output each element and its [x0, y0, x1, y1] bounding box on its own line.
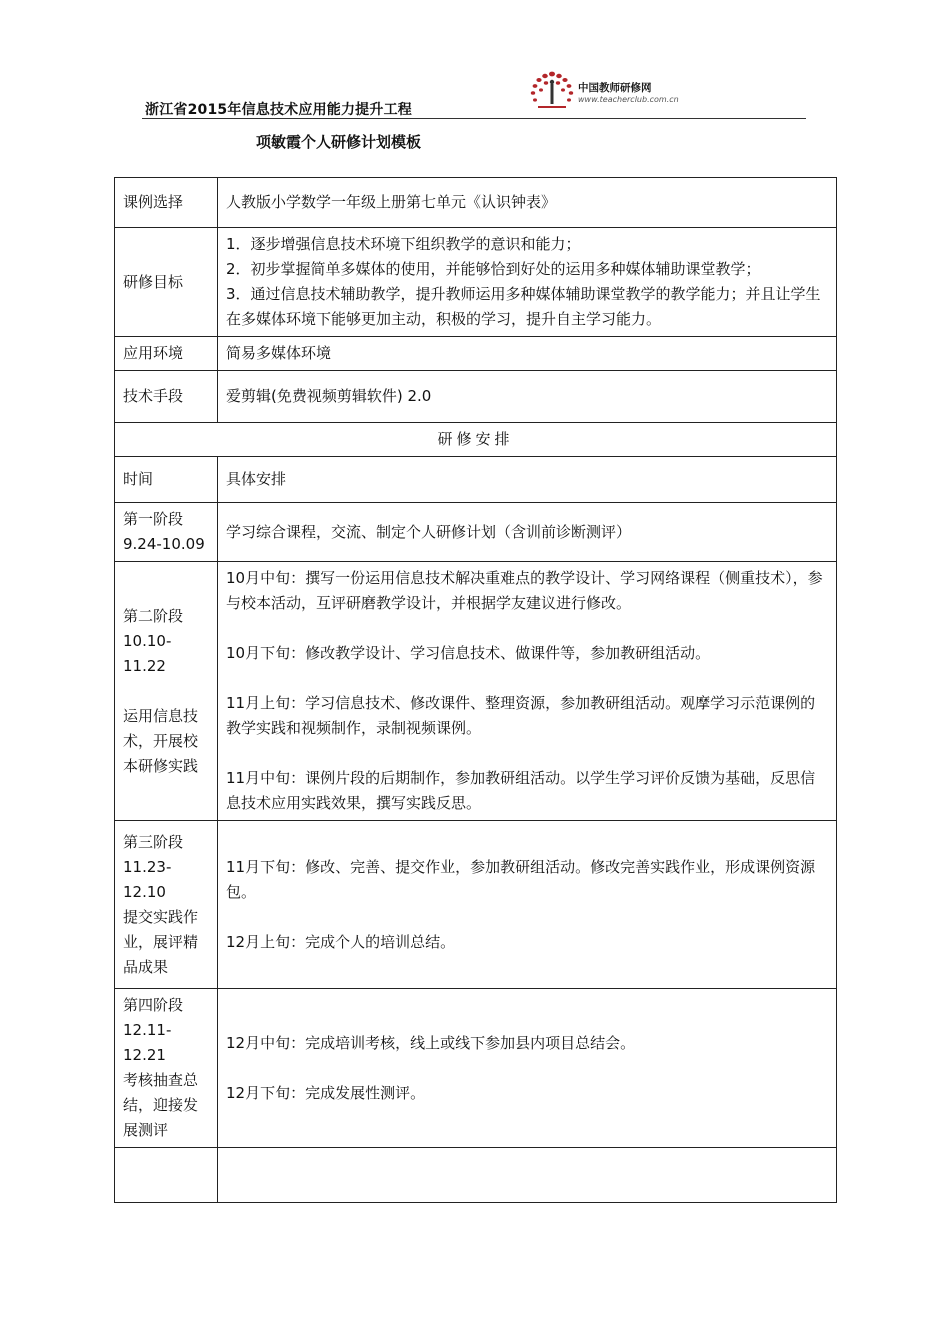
stage3-item: 11月下旬：修改、完善、提交作业，参加教研组活动。修改完善实践作业，形成课例资源包。 — [226, 857, 816, 901]
plan-header: 具体安排 — [218, 457, 837, 503]
time-header: 时间 — [115, 457, 218, 503]
section-heading: 研修安排 — [115, 423, 837, 457]
row-goals — [115, 228, 837, 337]
row-stage4 — [115, 989, 837, 1148]
env-value: 简易多媒体环境 — [218, 337, 837, 371]
empty-cell — [115, 1148, 218, 1203]
case-value: 人教版小学数学一年级上册第七单元《认识钟表》 — [218, 178, 837, 228]
goal-item: 3．通过信息技术辅助教学，提升教师运用多种媒体辅助课堂教学的教学能力；并且让学生在多媒体环境下能够更加主动，积极的学习，提升自主学习能力。 — [226, 285, 821, 328]
logo-brand-url: www.teacherclub.com.cn — [578, 95, 679, 104]
empty-cell — [218, 1148, 837, 1203]
stage4-label — [115, 989, 218, 1148]
row-section-heading — [115, 423, 837, 457]
stage1-content — [218, 503, 837, 562]
header-title: 浙江省2015年信息技术应用能力提升工程 — [145, 102, 412, 118]
stage4-content — [218, 989, 837, 1148]
stage2-name: 第二阶段 — [123, 606, 184, 625]
stage2-item: 11月中旬：课例片段的后期制作，参加教研组活动。以学生学习评价反馈为基础，反思信息技术应用实践效果，撰写实践反思。 — [226, 769, 816, 812]
plan-table — [114, 177, 837, 1203]
spacer — [226, 905, 828, 930]
stage2-content — [218, 562, 837, 821]
stage4-item: 12月下旬：完成发展性测评。 — [226, 1083, 426, 1102]
stage3-name: 第三阶段 — [123, 832, 184, 851]
row-stage2 — [115, 562, 837, 821]
stage3-item: 12月上旬：完成个人的培训总结。 — [226, 932, 456, 951]
stage2-label — [115, 562, 218, 821]
env-label: 应用环境 — [115, 337, 218, 371]
spacer — [226, 616, 828, 641]
stage2-item: 10月中旬：撰写一份运用信息技术解决重难点的教学设计、学习网络课程（侧重技术），参与校本活动，互评研磨教学设计，并根据学友建议进行修改。 — [226, 569, 823, 612]
stage4-dates: 12.11-12.21 — [123, 1021, 172, 1064]
stage2-item: 11月上旬：学习信息技术、修改课件、整理资源，参加教研组活动。观摩学习示范课例的教学实践和视频制作，录制视频课例。 — [226, 694, 816, 737]
stage2-desc: 运用信息技术，开展校本研修实践 — [123, 706, 199, 775]
row-empty — [115, 1148, 837, 1203]
stage3-label — [115, 821, 218, 989]
row-env — [115, 337, 837, 371]
stage4-desc: 考核抽查总结，迎接发展测评 — [123, 1071, 199, 1139]
stage4-item: 12月中旬：完成培训考核，线上或线下参加县内项目总结会。 — [226, 1033, 636, 1052]
stage3-dates: 11.23-12.10 — [123, 857, 172, 901]
header-divider — [142, 118, 806, 119]
stage1-item: 学习综合课程，交流、制定个人研修计划（含训前诊断测评） — [226, 522, 632, 541]
row-case — [115, 178, 837, 228]
goal-item: 1．逐步增强信息技术环境下组织教学的意识和能力； — [226, 235, 581, 253]
tech-label: 技术手段 — [115, 371, 218, 423]
goal-item: 2．初步掌握简单多媒体的使用，并能够恰到好处的运用多种媒体辅助课堂教学； — [226, 260, 761, 278]
document-title: 项敏霞个人研修计划模板 — [256, 133, 422, 151]
stage3-desc: 提交实践作业，展评精品成果 — [123, 907, 199, 976]
row-schedule-header — [115, 457, 837, 503]
spacer — [226, 741, 828, 766]
row-tech — [115, 371, 837, 423]
goals-label: 研修目标 — [115, 228, 218, 337]
stage2-item: 10月下旬：修改教学设计、学习信息技术、做课件等，参加教研组活动。 — [226, 644, 711, 662]
row-stage3 — [115, 821, 837, 989]
spacer — [226, 666, 828, 691]
stage2-dates: 10.10-11.22 — [123, 631, 172, 675]
stage1-label — [115, 503, 218, 562]
stage4-name: 第四阶段 — [123, 996, 184, 1014]
stage1-name: 第一阶段 — [123, 510, 184, 528]
logo-brand-name: 中国教师研修网 — [578, 82, 652, 94]
goals-content — [218, 228, 837, 337]
spacer — [226, 1056, 828, 1081]
stage1-dates: 9.24-10.09 — [123, 535, 205, 553]
stage3-content — [218, 821, 837, 989]
spacer — [123, 679, 209, 704]
case-label: 课例选择 — [115, 178, 218, 228]
tech-value: 爱剪辑(免费视频剪辑软件) 2.0 — [218, 371, 837, 423]
teacherclub-logo — [528, 70, 688, 114]
row-stage1 — [115, 503, 837, 562]
logo-tree-icon — [528, 70, 576, 114]
